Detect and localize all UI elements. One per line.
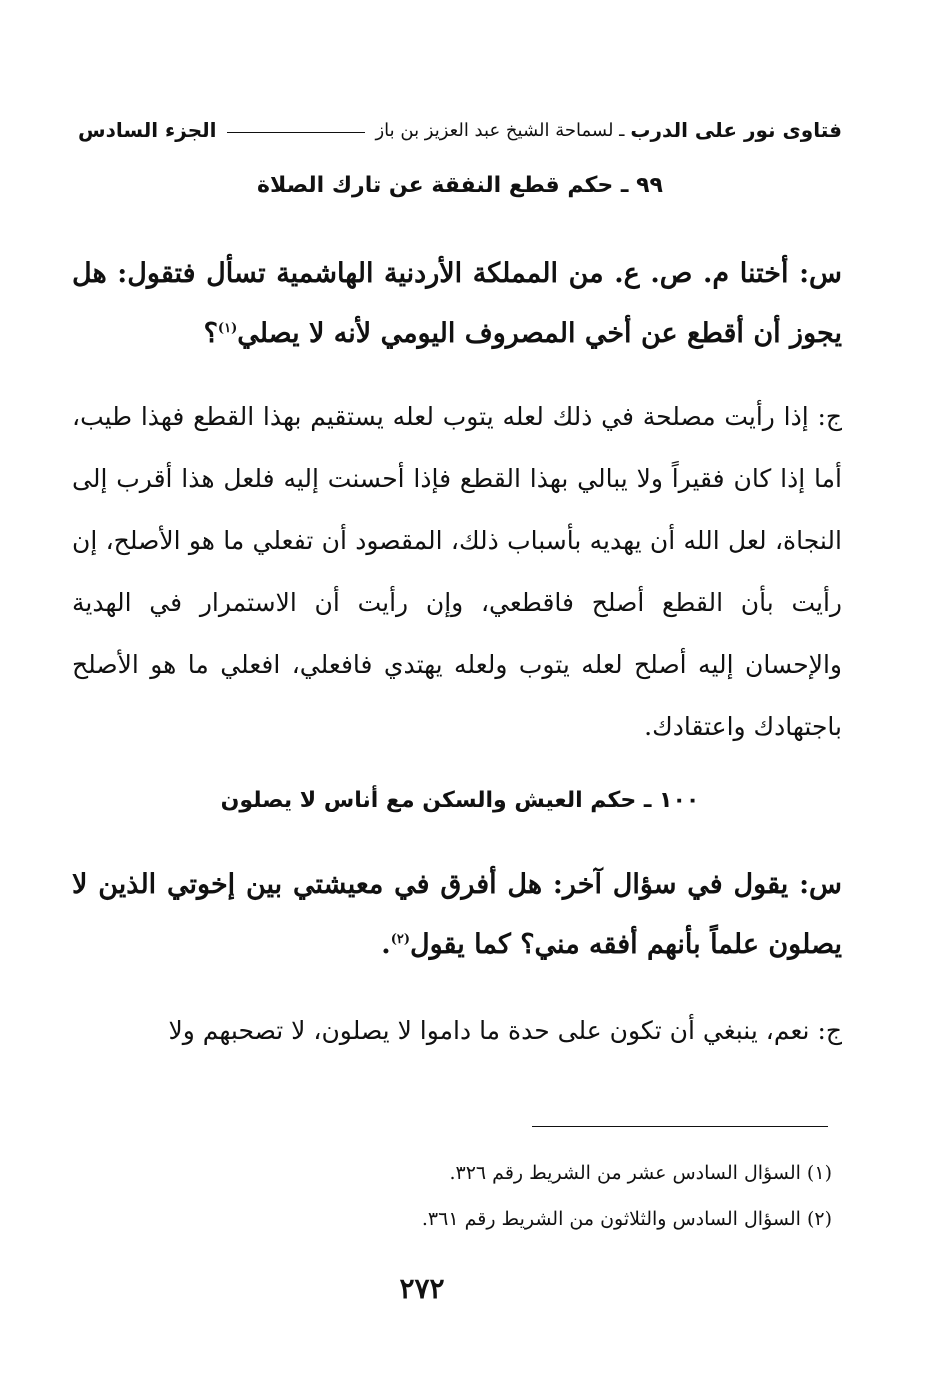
volume-part: الجزء السادس <box>78 118 217 142</box>
running-header <box>78 112 842 148</box>
question-text: يقول في سؤال آخر: هل أفرق في معيشتي بين إخوتي الذين لا يصلون علماً بأنهم أفقه مني؟ كما يقول <box>72 869 842 960</box>
question-end: ؟ <box>203 318 218 349</box>
footnote: (١) السؤال السادس عشر من الشريط رقم ٣٢٦. <box>449 1162 832 1184</box>
footnote-ref: (١) <box>217 321 238 336</box>
page-number: ٢٧٢ <box>399 1272 445 1305</box>
question-paragraph <box>72 244 842 364</box>
answer-marker: ج: <box>817 402 842 431</box>
book-title: فتاوى نور على الدرب <box>630 118 842 142</box>
question-text: أختنا م. ص. ع. من المملكة الأردنية الهاشمية تسأل فتقول: هل يجوز أن أقطع عن أخي المصروف اليومي لأنه لا يصلي <box>72 258 842 349</box>
answer-paragraph <box>72 1000 842 1062</box>
answer-text: نعم، ينبغي أن تكون على حدة ما داموا لا يصلون، لا تصحبهم ولا <box>168 1016 810 1045</box>
fatwa-title: ٩٩ ـ حكم قطع النفقة عن تارك الصلاة <box>257 173 663 198</box>
footnote-divider <box>532 1126 828 1127</box>
question-end: . <box>381 929 391 960</box>
answer-marker: ج: <box>817 1016 842 1045</box>
answer-paragraph <box>72 386 842 758</box>
author-name: ـ لسماحة الشيخ عبد العزيز بن باز <box>375 119 625 141</box>
footnote: (٢) السؤال السادس والثلاثون من الشريط رقم ٣٦١. <box>421 1208 832 1230</box>
footnotes <box>120 1150 832 1242</box>
answer-text: إذا رأيت مصلحة في ذلك لعله يتوب لعله يستقيم بهذا القطع فهذا طيب، أما إذا كان فقيراً ولا يبالي بهذا القطع فإذا أحسنت إليه فلعل هذا أقرب إلى النجاة، لعل الله أن يهديه بأسباب ذلك، المقصود أن تفعلي ما هو الأصلح، إن رأيت بأن القطع أصلح فاقطعي، وإن رأيت أن الاستمرار في الهدية والإحسان إليه أصلح لعله يتوب ولعله يهتدي فافعلي، افعلي ما هو الأصلح باجتهادك واعتقادك. <box>72 402 842 741</box>
fatwa-title: ١٠٠ ـ حكم العيش والسكن مع أناس لا يصلون <box>220 788 700 813</box>
header-rule <box>227 132 366 133</box>
question-marker: س: <box>799 869 842 900</box>
footnote-ref: (٢) <box>390 932 410 947</box>
question-marker: س: <box>799 258 842 289</box>
question-paragraph <box>72 855 842 975</box>
